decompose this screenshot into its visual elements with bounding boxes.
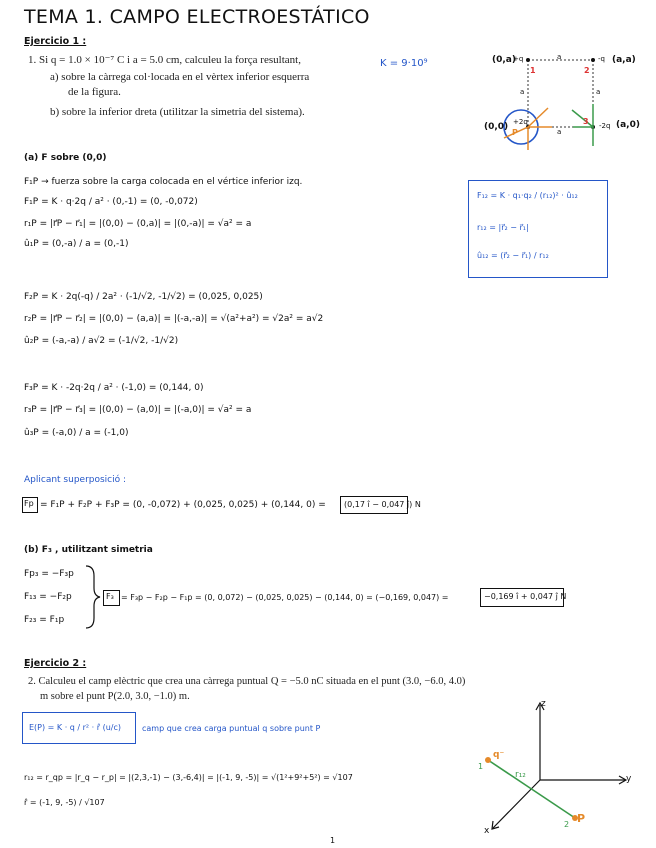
page-number: 1 [330, 836, 336, 845]
exercise-1-heading: Ejercicio 1 : [24, 36, 87, 47]
ex1-statement: 1. Si q = 1.0 × 10⁻⁷ C i a = 5.0 cm, calculeu la força resultant, [28, 54, 301, 66]
fig-label-2: 2 [584, 66, 590, 75]
fig2-label-2: 2 [564, 820, 570, 829]
fig-label-3: 3 [583, 117, 589, 126]
fig-bl-coord: (0,0) [484, 122, 509, 132]
fig-br-charge: -2q [599, 122, 611, 130]
fig-side-a-bottom: a [557, 128, 562, 136]
page-title: TEMA 1. CAMPO ELECTROESTÁTICO [24, 6, 370, 28]
r-vector-line [488, 760, 575, 818]
coulomb-unit-vector-formula: û₁₂ = (r⃗₂ − r⃗₁) / r₁₂ [477, 251, 549, 260]
exercise-2-heading: Ejercicio 2 : [24, 658, 87, 669]
field-formula: E(P) = K · q / r² · r̂ (u/c) [29, 723, 122, 732]
fig-side-a-top: a [557, 53, 562, 61]
f2p-equation: F₂P = K · 2q(-q) / 2a² · (-1/√2, -1/√2) = (0,025, 0,025) [24, 292, 263, 302]
section-a-heading: (a) F sobre (0,0) [24, 153, 107, 163]
ex2-statement: 2. Calculeu el camp elèctric que crea una càrrega puntual Q = −5.0 nC situada en el punt (3.0, −6.0, 4.0) [28, 676, 466, 687]
f3-result: −0,169 î + 0,047 ĵ N [484, 592, 567, 601]
fig-label-p: P [512, 128, 518, 137]
fp-result: (0,17 î − 0,047 ĵ) N [344, 500, 421, 509]
r3p-equation: r₃P = |r⃗P − r⃗₃| = |(0,0) − (a,0)| = |(-a,0)| = √a² = a [24, 405, 252, 415]
point-p-label: P [577, 812, 586, 825]
r1p-equation: r₁P = |r⃗P − r⃗₁| = |(0,0) − (0,a)| = |(0,-a)| = √a² = a [24, 219, 252, 229]
axis-y-label: y [626, 774, 632, 784]
symmetry-relation-3: F₂₃ = F₁p [24, 615, 65, 625]
u2p-equation: û₂P = (-a,-a) / a√2 = (-1/√2, -1/√2) [24, 336, 179, 346]
symmetry-relation-1: Fp₃ = −F₃p [24, 569, 74, 579]
fig-bl-charge: +2q [513, 118, 528, 126]
coulomb-force-formula: F₁₂ = K · q₁·q₂ / (r₁₂)² · û₁₂ [477, 191, 578, 200]
r2p-equation: r₂P = |r⃗P − r⃗₂| = |(0,0) − (a,a)| = |(-a,-a)| = √(a²+a²) = √2a² = a√2 [24, 314, 324, 324]
f1p-definition: F₁P → fuerza sobre la carga colocada en el vértice inferior izq. [24, 177, 303, 187]
fig2-label-1: 1 [478, 762, 484, 771]
fig-side-a-right: a [596, 88, 601, 96]
fp-lhs-symbol: Fp [24, 499, 34, 508]
section-b-heading: (b) F₃ , utilitzant simetria [24, 545, 153, 555]
f1p-equation: F₁P = K · q·2q / a² · (0,-1) = (0, -0,072) [24, 197, 198, 207]
coulomb-distance-formula: r₁₂ = |r⃗₂ − r⃗₁| [477, 223, 529, 232]
fig-tl-coord: (0,a) [492, 55, 516, 65]
axis-x-label: x [484, 826, 490, 836]
fig-tl-charge: +q [513, 55, 524, 63]
charge-q-point [485, 757, 491, 763]
field-formula-note: camp que crea carga puntual q sobre punt P [142, 724, 321, 733]
superposition-equation: = F₁P + F₂P + F₃P = (0, -0,072) + (0,025, 0,025) + (0,144, 0) = [40, 500, 326, 510]
rqp-equation: r₁₂ = r_qp = |r_q − r_p| = |(2,3,-1) − (3,-6,4)| = |(-1, 9, -5)| = √(1²+9²+5²) = √107 [24, 773, 353, 782]
fig-tr-charge: -q [598, 55, 605, 63]
f3-equation: = F₃p − F₂p − F₁p = (0, 0,072) − (0,025, 0,025) − (0,144, 0) = (−0,169, 0,047) = [121, 593, 449, 602]
x-axis [493, 780, 540, 828]
f3-lhs-symbol: F₃ [106, 592, 114, 601]
charge-q-label: q⁻ [493, 750, 505, 760]
ex1-part-b: b) sobre la inferior dreta (utilitzar la simetria del sistema). [50, 106, 305, 118]
u1p-equation: û₁P = (0,-a) / a = (0,-1) [24, 239, 129, 249]
fig-label-1: 1 [530, 66, 536, 75]
rhat-equation: r̂ = (-1, 9, -5) / √107 [24, 798, 105, 807]
ex1-part-a-cont: de la figura. [68, 86, 121, 98]
k-constant-note: K = 9·10⁹ [380, 58, 428, 69]
fig-tr-coord: (a,a) [612, 55, 636, 65]
ex1-part-a: a) sobre la càrrega col·locada en el vèrtex inferior esquerra [50, 71, 310, 83]
symmetry-relation-2: F₁₃ = −F₂p [24, 592, 72, 602]
u3p-equation: û₃P = (-a,0) / a = (-1,0) [24, 428, 129, 438]
fig-side-a-left: a [520, 88, 525, 96]
superposition-label: Aplicant superposició : [24, 475, 127, 485]
f3p-equation: F₃P = K · -2q·2q / a² · (-1,0) = (0,144, 0) [24, 383, 204, 393]
axis-z-label: z [541, 699, 546, 709]
fig-br-coord: (a,0) [616, 120, 640, 130]
r12-label: r₁₂ [515, 770, 526, 780]
ex2-statement-cont: m sobre el punt P(2.0, 3.0, −1.0) m. [40, 691, 190, 702]
